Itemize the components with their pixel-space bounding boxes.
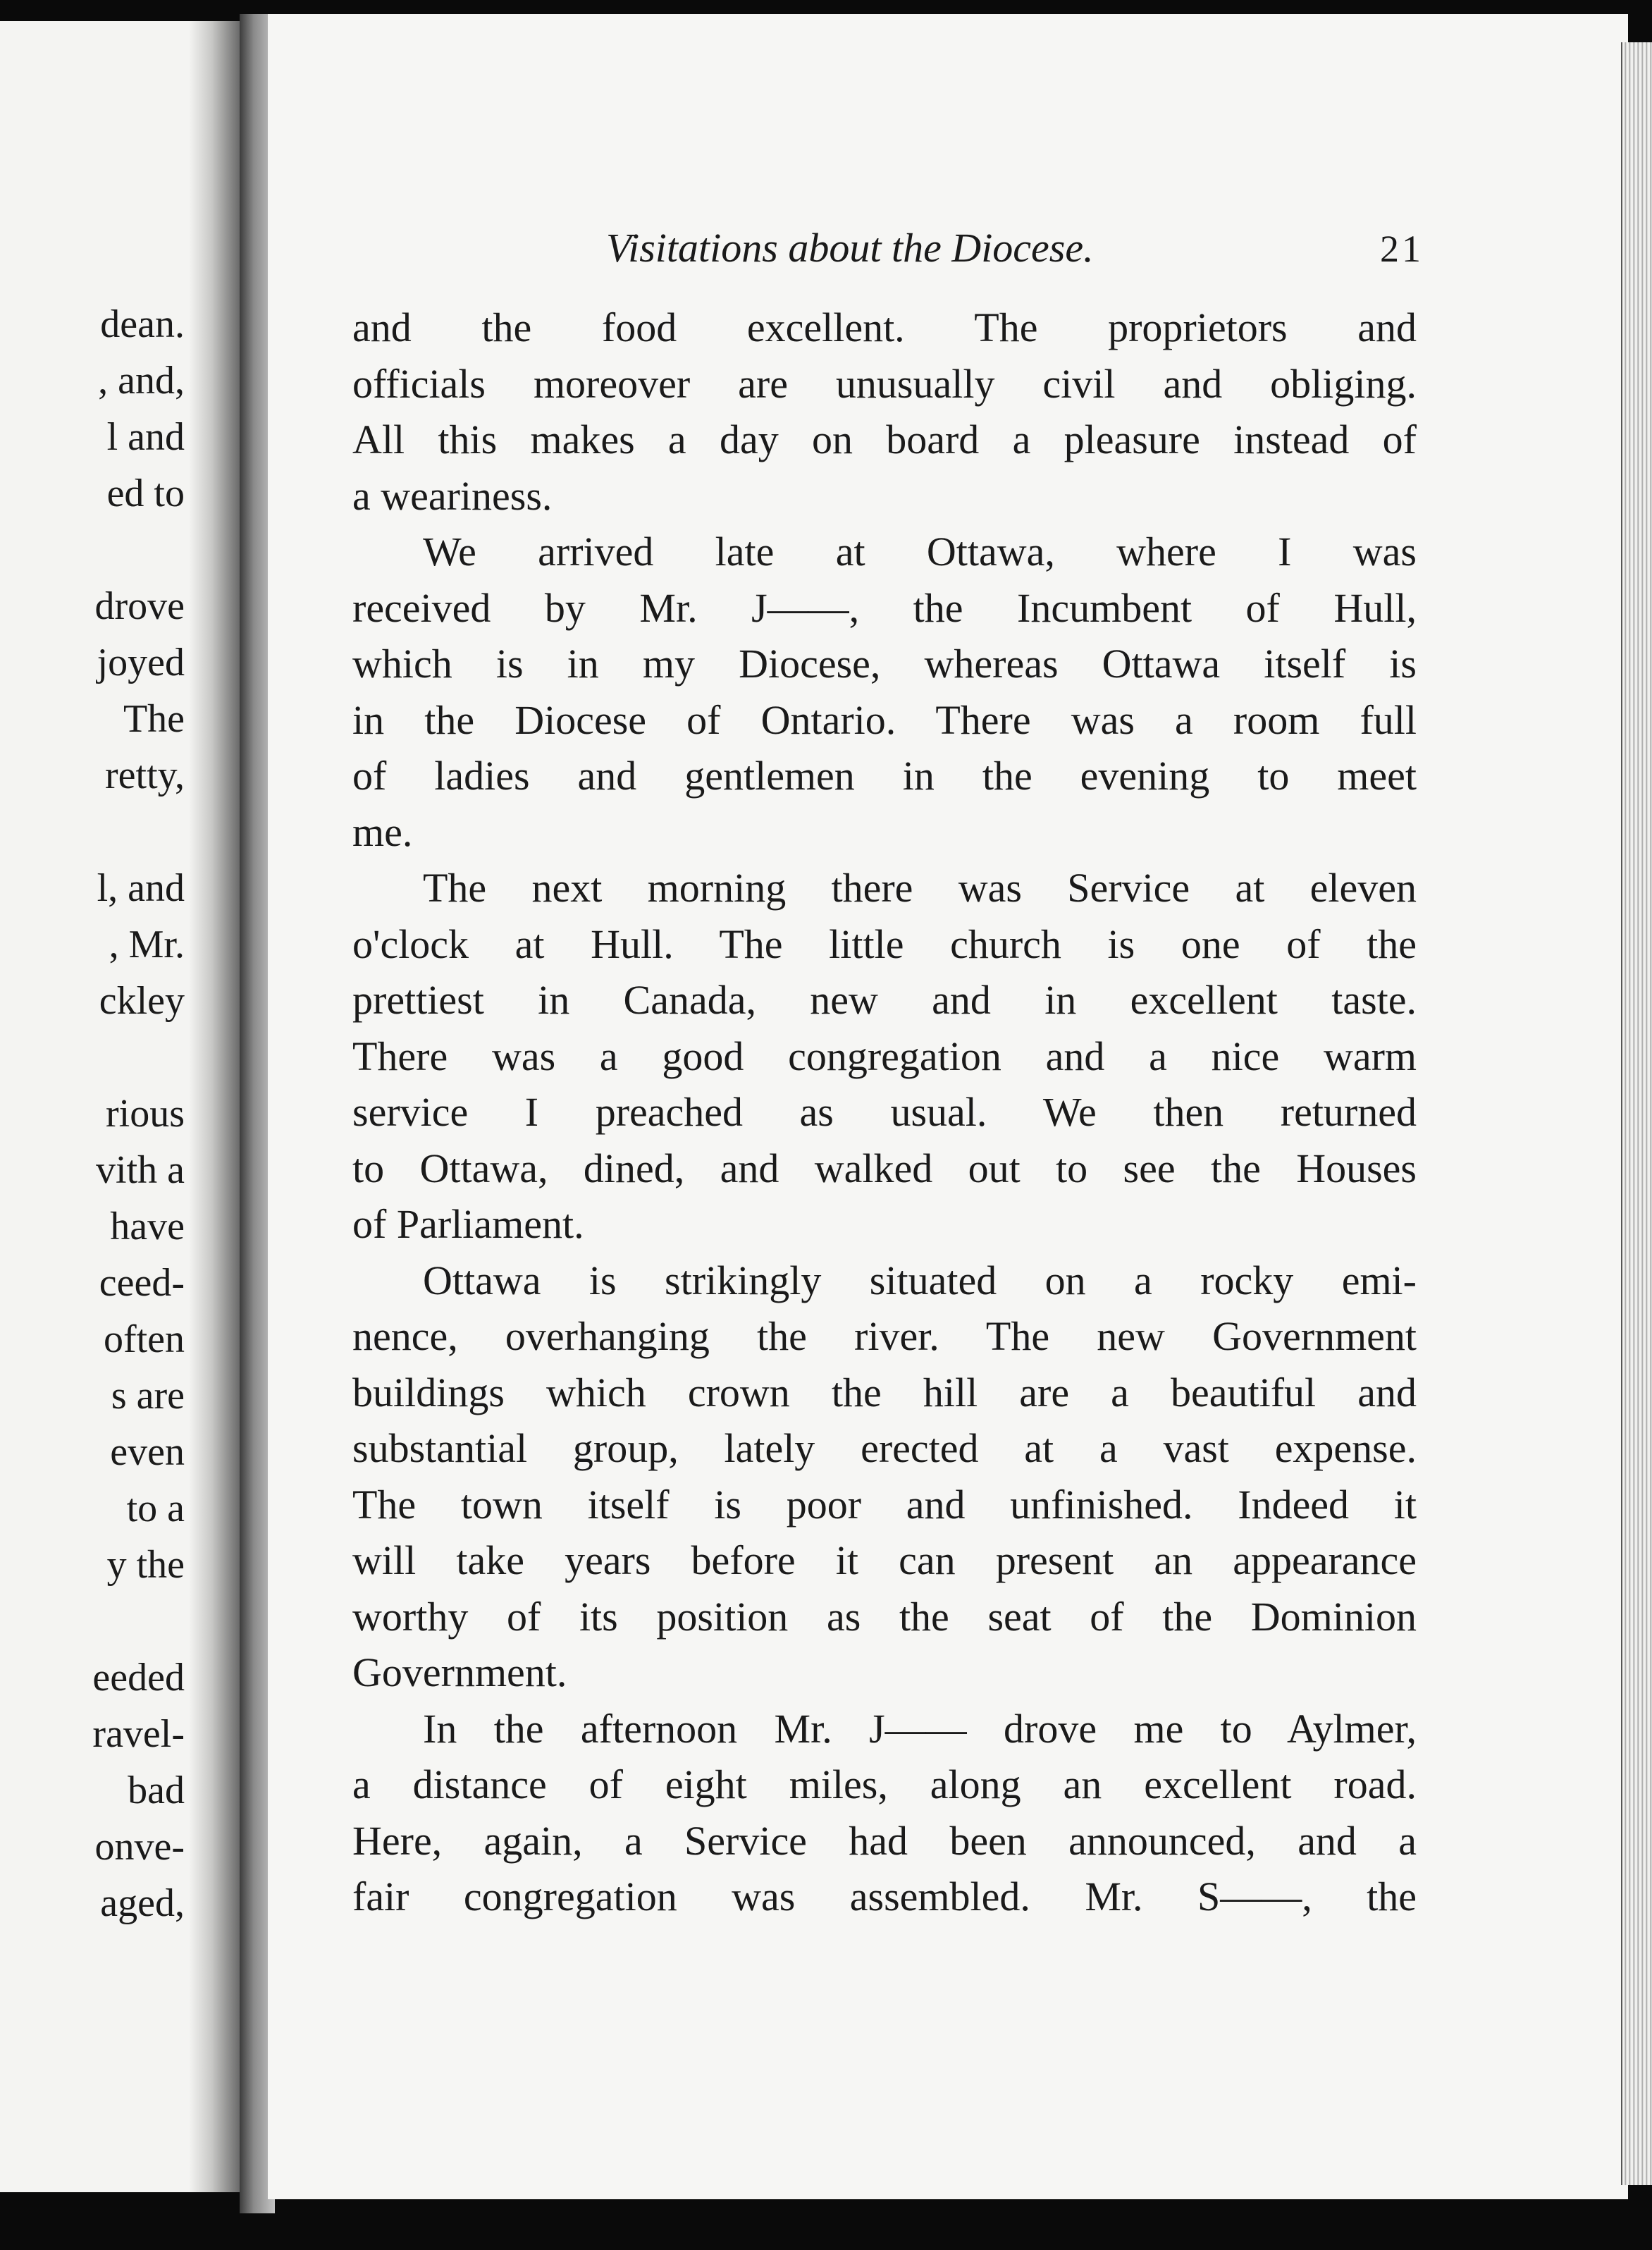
left-line: retty, (105, 754, 185, 797)
left-line: bad (128, 1769, 185, 1812)
left-line: s are (111, 1374, 185, 1418)
left-line: ceed- (99, 1261, 185, 1305)
left-line: to a (126, 1487, 185, 1530)
body-text (352, 300, 1417, 1925)
left-page-gutter-shadow (189, 21, 240, 2192)
left-line: onve- (94, 1825, 185, 1869)
text-line: The next morning there was Service at eleven (423, 865, 1417, 911)
paragraph (352, 1701, 1417, 1925)
text-line: service I preached as usual. We then returned (352, 1089, 1417, 1135)
left-line: l and (106, 415, 185, 459)
left-line: The (123, 697, 185, 741)
left-line: ravel- (92, 1712, 185, 1756)
page-header (606, 224, 1424, 273)
left-line: drove (94, 584, 185, 628)
text-line: to Ottawa, dined, and walked out to see the Houses (352, 1145, 1417, 1191)
left-line: y the (106, 1543, 185, 1587)
text-line: Government. (352, 1649, 567, 1695)
text-line: received by Mr. J——, the Incumbent of Hull, (352, 584, 1417, 631)
left-line: l, and (97, 866, 185, 910)
text-line: prettiest in Canada, new and in excellent taste. (352, 977, 1417, 1023)
page-edges (1621, 42, 1652, 2185)
text-line: Ottawa is strikingly situated on a rocky emi- (423, 1257, 1417, 1303)
text-line: of ladies and gentlemen in the evening to meet (352, 753, 1417, 799)
text-line: will take years before it can present an appearance (352, 1537, 1417, 1583)
text-line: o'clock at Hull. The little church is one of the (352, 921, 1417, 967)
text-line: The town itself is poor and unfinished. Indeed it (352, 1481, 1417, 1527)
text-line: buildings which crown the hill are a beautiful and (352, 1369, 1417, 1415)
text-line: nence, overhanging the river. The new Government (352, 1313, 1417, 1359)
paragraph (352, 860, 1417, 1253)
paragraph (352, 300, 1417, 524)
left-line: vith a (96, 1148, 185, 1192)
text-line: me. (352, 809, 413, 855)
text-line: All this makes a day on board a pleasure instead of (352, 417, 1417, 462)
text-line: substantial group, lately erected at a vast expense. (352, 1425, 1417, 1471)
left-line: ckley (99, 979, 185, 1023)
text-line: Here, again, a Service had been announced, and a (352, 1817, 1417, 1864)
left-line: joyed (97, 641, 185, 684)
text-line: which is in my Diocese, whereas Ottawa itself is (352, 641, 1417, 687)
text-line: In the afternoon Mr. J—— drove me to Aylmer, (423, 1705, 1417, 1752)
left-line: , and, (98, 359, 185, 402)
left-line: often (103, 1317, 185, 1361)
paragraph (352, 524, 1417, 860)
left-line: even (110, 1430, 185, 1474)
paragraph (352, 1253, 1417, 1701)
page-number: 21 (1380, 228, 1424, 270)
text-line: officials moreover are unusually civil and obliging. (352, 360, 1417, 407)
left-line: , Mr. (109, 923, 185, 966)
text-line: We arrived late at Ottawa, where I was (423, 529, 1417, 574)
left-line: dean. (100, 302, 185, 346)
text-line: a distance of eight miles, along an excellent road. (352, 1762, 1417, 1807)
left-line: rious (106, 1092, 185, 1136)
text-line: and the food excellent. The proprietors and (352, 305, 1417, 350)
left-line: ed to (106, 472, 185, 515)
text-line: fair congregation was assembled. Mr. S——, the (352, 1874, 1417, 1919)
running-head: Visitations about the Diocese. (606, 225, 1094, 271)
text-line: There was a good congregation and a nice warm (352, 1033, 1417, 1079)
left-line: aged, (100, 1881, 185, 1925)
text-line: worthy of its position as the seat of the Dominion (352, 1593, 1417, 1640)
text-line: a weariness. (352, 472, 553, 519)
text-line: in the Diocese of Ontario. There was a room full (352, 696, 1417, 743)
left-line: have (110, 1205, 185, 1248)
left-line: eeded (92, 1656, 185, 1699)
text-line: of Parliament. (352, 1201, 584, 1247)
